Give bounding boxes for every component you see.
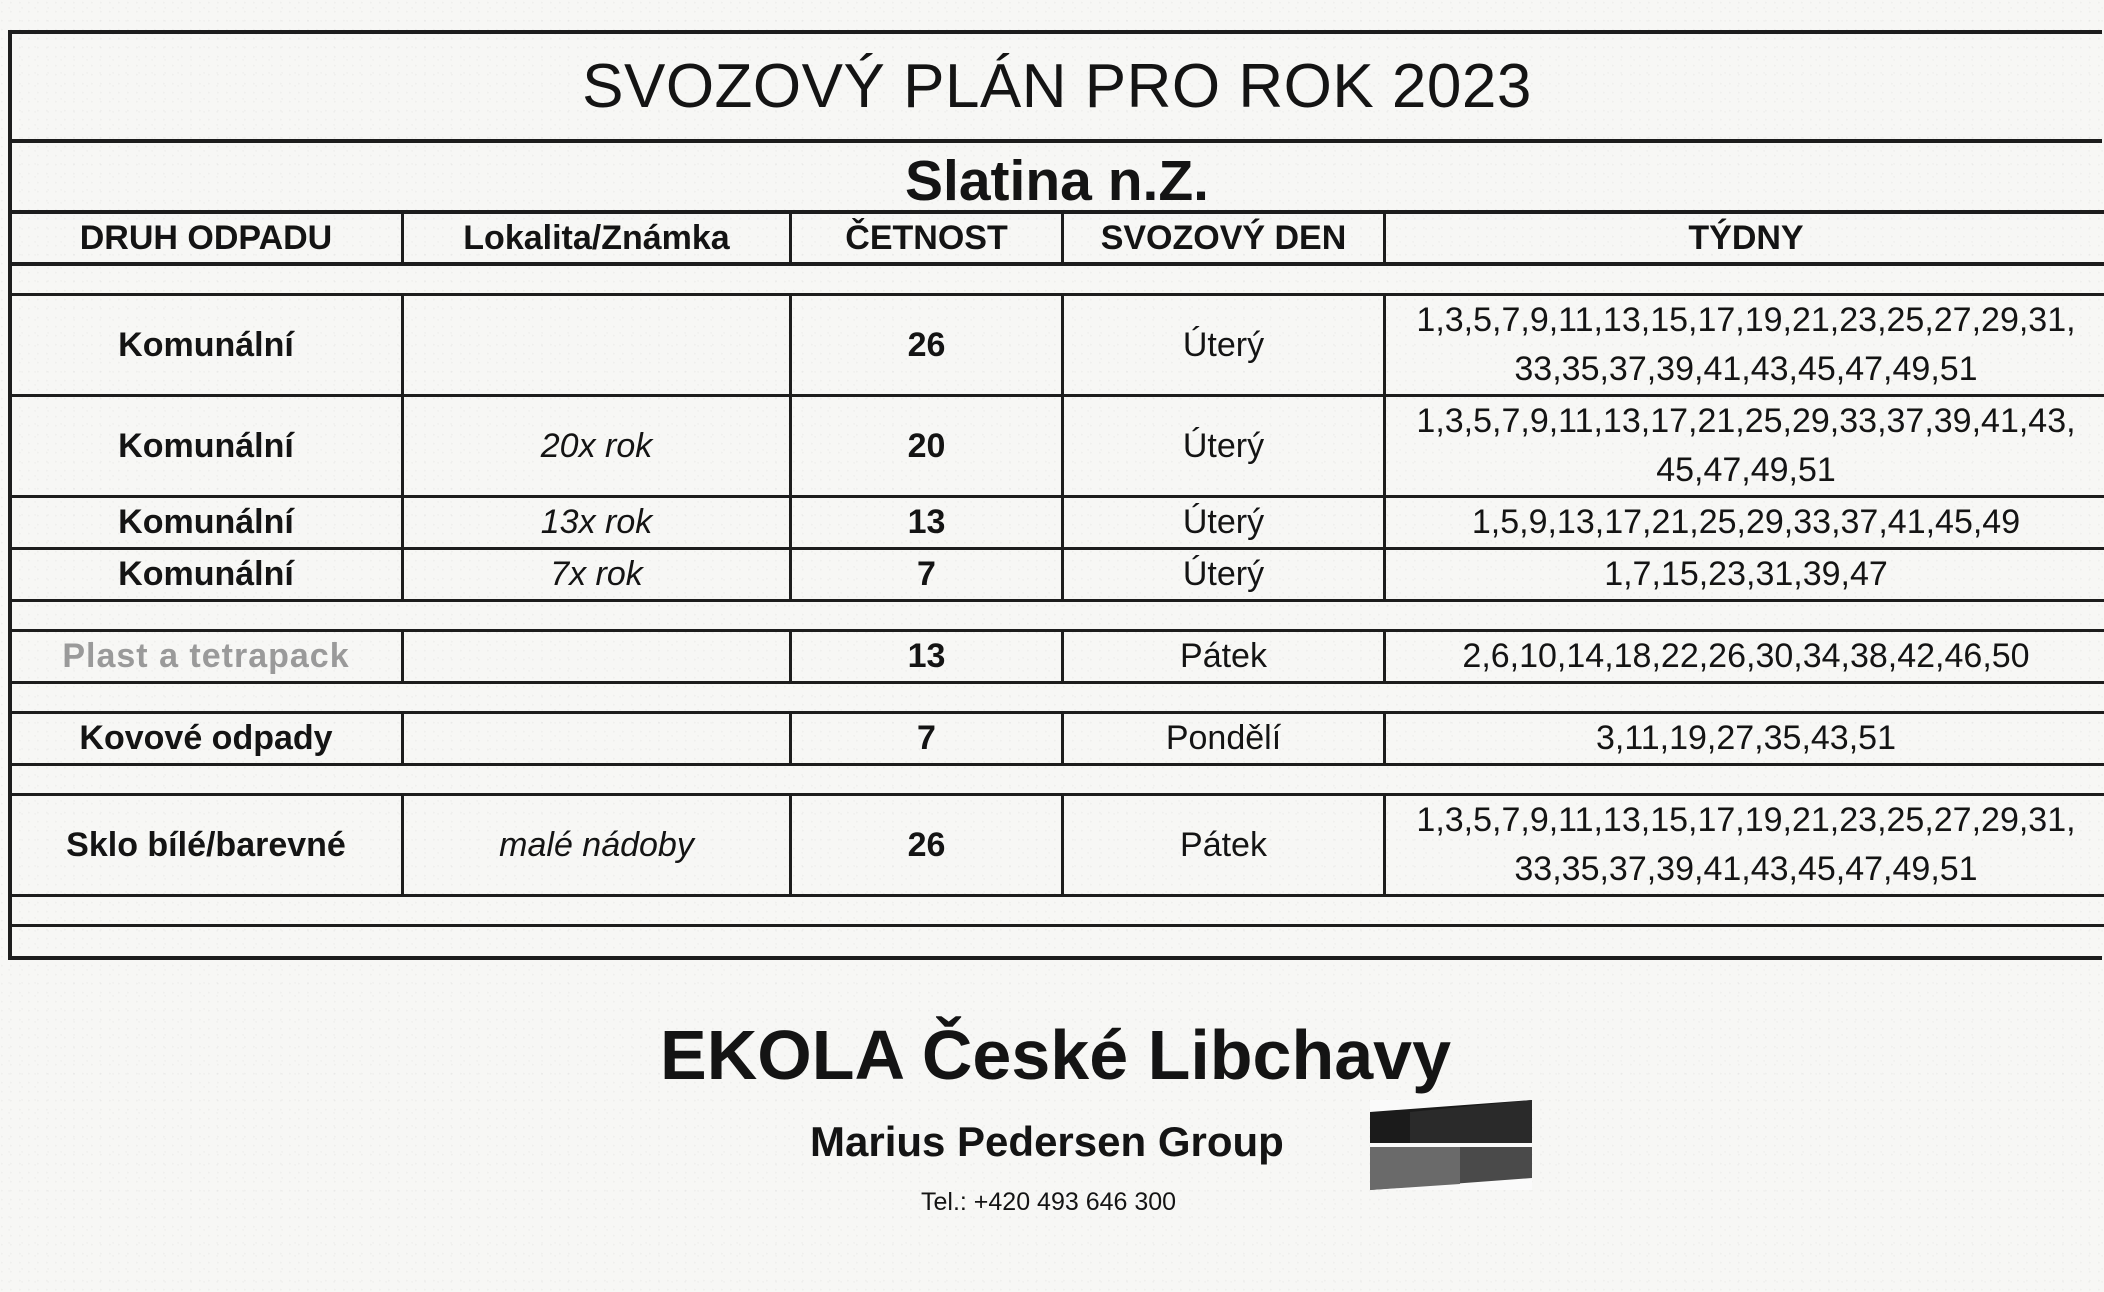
weeks-cell [1385,295,2104,396]
collection-day-cell: Úterý [1063,497,1385,549]
collection-day-cell: Pátek [1063,631,1385,683]
weeks-line: 1,3,5,7,9,11,13,17,21,25,29,33,37,39,41,43, [1416,402,2076,440]
header-weeks: TÝDNY [1385,212,2104,264]
table-row [10,631,2104,683]
waste-type-cell: Komunální [10,295,403,396]
spacer-row [10,264,2104,295]
weeks-cell: 1,5,9,13,17,21,25,29,33,37,41,45,49 [1385,497,2104,549]
table-header-row [10,212,2104,264]
weeks-line: 33,35,37,39,41,43,45,47,49,51 [1514,350,1978,388]
location-cell: malé nádoby [403,795,791,896]
group-name: Marius Pedersen Group [810,1118,1284,1165]
frequency-cell: 13 [791,631,1063,683]
header-frequency: ČETNOST [791,212,1063,264]
header-collection-day: SVOZOVÝ DEN [1063,212,1385,264]
weeks-line: 1,3,5,7,9,11,13,15,17,19,21,23,25,27,29,31, [1416,801,2076,839]
spacer-row [10,765,2104,795]
waste-type-cell: Kovové odpady [10,713,403,765]
waste-type-cell: Plast a tetrapack [10,631,403,683]
page-title: SVOZOVÝ PLÁN PRO ROK 2023 [12,34,2102,143]
frequency-cell: 20 [791,396,1063,497]
collection-day-cell: Úterý [1063,396,1385,497]
waste-type-cell: Komunální [10,549,403,601]
waste-type-cell: Komunální [10,497,403,549]
location-cell [403,713,791,765]
marius-pedersen-logo-icon [1370,1100,1532,1190]
header-waste-type: DRUH ODPADU [10,212,403,264]
frequency-cell: 7 [791,713,1063,765]
frequency-cell: 7 [791,549,1063,601]
weeks-cell: 3,11,19,27,35,43,51 [1385,713,2104,765]
weeks-cell: 1,7,15,23,31,39,47 [1385,549,2104,601]
location-cell [403,295,791,396]
table-row [10,396,2104,497]
table-row [10,295,2104,396]
company-name: EKOLA České Libchavy [660,1016,1452,1094]
weeks-cell: 2,6,10,14,18,22,26,30,34,38,42,46,50 [1385,631,2104,683]
collection-schedule-sheet [8,30,2102,960]
table-row [10,549,2104,601]
location-title: Slatina n.Z. [904,148,1210,213]
frequency-cell: 13 [791,497,1063,549]
location-cell: 7x rok [403,549,791,601]
spacer-row [10,896,2104,926]
collection-day-cell: Úterý [1063,295,1385,396]
table-row [10,713,2104,765]
weeks-line: 45,47,49,51 [1656,451,1836,489]
spacer-row [10,683,2104,713]
table-row [10,795,2104,896]
collection-day-cell: Pondělí [1063,713,1385,765]
location-cell: 20x rok [403,396,791,497]
location-cell [403,631,791,683]
weeks-cell [1385,795,2104,896]
frequency-cell: 26 [791,795,1063,896]
waste-type-cell: Sklo bílé/barevné [10,795,403,896]
collection-day-cell: Pátek [1063,795,1385,896]
table-row [10,497,2104,549]
weeks-cell [1385,396,2104,497]
phone-number: Tel.: +420 493 646 300 [921,1188,1177,1216]
location-cell: 13x rok [403,497,791,549]
weeks-line: 33,35,37,39,41,43,45,47,49,51 [1514,850,1978,888]
weeks-line: 1,3,5,7,9,11,13,15,17,19,21,23,25,27,29,31, [1416,301,2076,339]
header-location: Lokalita/Známka [403,212,791,264]
frequency-cell: 26 [791,295,1063,396]
spacer-row [10,601,2104,631]
schedule-table [8,210,2104,927]
waste-type-cell: Komunální [10,396,403,497]
collection-day-cell: Úterý [1063,549,1385,601]
